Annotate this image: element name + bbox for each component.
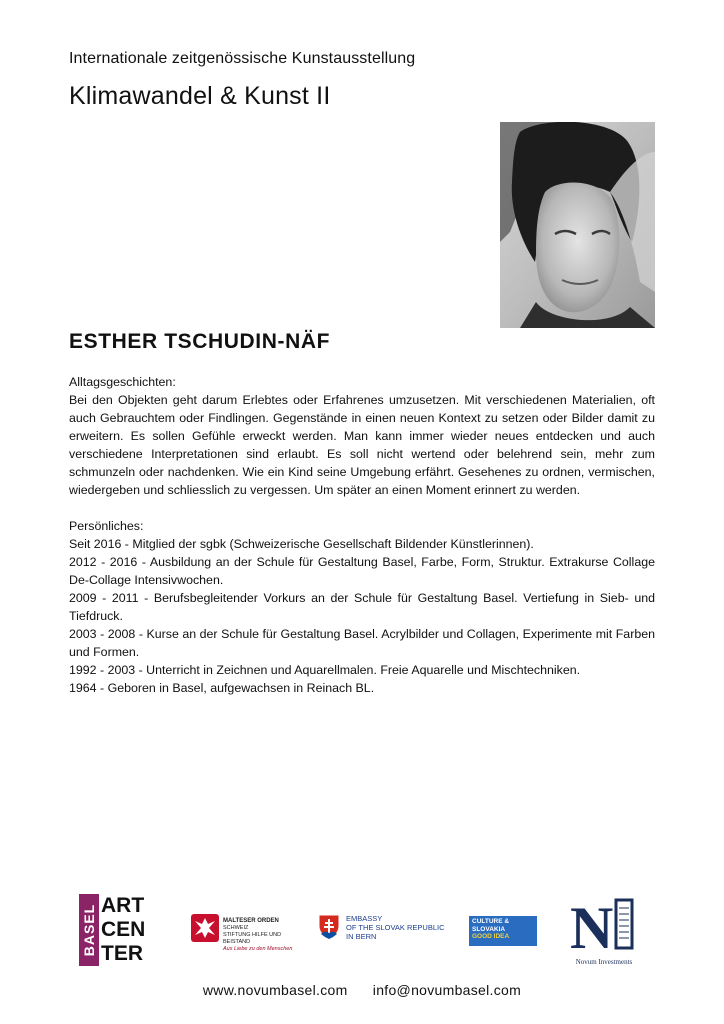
exhibition-subtitle: Internationale zeitgenössische Kunstausstellung (69, 50, 416, 67)
personal-entry: 2009 - 2011 - Berufsbegleitender Vorkurs an der Schule für Gestaltung Basel. Vertiefung in Sieb- und Tiefdruck. (69, 591, 655, 623)
exhibition-title: Klimawandel & Kunst II (69, 82, 331, 110)
maltese-cross-icon (191, 914, 219, 942)
personal-entry: 2003 - 2008 - Kurse an der Schule für Gestaltung Basel. Acrylbilder und Collagen, Experimente mit Farben und Formen. (69, 627, 655, 659)
artist-portrait (500, 122, 655, 328)
portrait-photo-icon (500, 122, 655, 328)
malteser-line2: SCHWEIZ (223, 925, 249, 931)
culture-line2: SLOVAKIA (472, 925, 506, 933)
novum-investments-logo (568, 894, 640, 970)
artist-name: ESTHER TSCHUDIN-NÄF (69, 330, 331, 353)
basel-bar (79, 894, 99, 966)
malteser-orden-logo (191, 908, 301, 950)
personal-heading: Persönliches: (69, 519, 144, 533)
svg-text:N: N (570, 895, 614, 956)
slovak-embassy-logo (318, 912, 468, 950)
culture-line3: GOOD IDEA (472, 933, 510, 940)
novum-caption: Novum Investments (575, 958, 633, 966)
personal-entry: 1992 - 2003 - Unterricht in Zeichnen und Aquarellmalen. Freie Aquarelle und Mischtechniken. (69, 663, 581, 677)
statement-heading: Alltagsgeschichten: (69, 375, 176, 389)
malteser-line4: Aus Liebe zu den Menschen (223, 946, 293, 952)
website-link[interactable]: www.novumbasel.com (202, 982, 348, 998)
sponsor-logos (0, 890, 724, 970)
slovak-shield-icon (318, 914, 340, 940)
basel-vertical-text: BASEL (81, 903, 97, 957)
statement-text: Bei den Objekten geht darum Erlebtes oder Erfahrenes umzusetzen. Mit verschiedenen Materialien, oft auch Gebrauchtem oder Findlingen. Gegenstände in einen neuen Kontext zu setzen oder Bilder damit zu erweitern. Es sollen Gefühle erweckt werden. Man kann immer wieder neues entdecken und auch verschiedene Interpretationen sind erlaubt. Es soll nicht wertend oder belehrend sein, mehr zum schmunzeln oder nachdenken. Wie ein Kind seine Umgebung erfährt. Gesehenes zu ordnen, vermischen, wiedergeben und schliesslich zu vergessen. Um später an einen Moment erinnert zu werden. (69, 393, 655, 497)
novum-n-icon (568, 894, 640, 956)
embassy-line3: IN BERN (346, 932, 377, 941)
personal-entry: 1964 - Geboren in Basel, aufgewachsen in Reinach BL. (69, 681, 375, 695)
personal-entry: 2012 - 2016 - Ausbildung an der Schule für Gestaltung Basel, Farbe, Form, Struktur. Extrakurse Collage De-Collage Intensivwochen. (69, 555, 655, 587)
artist-text (69, 373, 655, 697)
ter-row: TER (101, 942, 143, 965)
personal-entry: Seit 2016 - Mitglied der sgbk (Schweizerische Gesellschaft Bildender Künstlerinnen). (69, 537, 534, 551)
embassy-line2: OF THE SLOVAK REPUBLIC (346, 923, 445, 932)
basel-art-center-logo (79, 894, 167, 966)
cen-row: CEN (101, 918, 146, 941)
culture-line1: CULTURE & (472, 918, 510, 925)
malteser-line1: MALTESER ORDEN (223, 918, 279, 924)
embassy-line1: EMBASSY (346, 914, 383, 923)
culture-slovakia-logo (469, 916, 537, 946)
art-center-wordmark (101, 894, 167, 966)
email-link[interactable]: info@novumbasel.com (372, 982, 522, 998)
malteser-line3: STIFTUNG HILFE UND BEISTAND (223, 932, 282, 945)
footer-contact (0, 982, 724, 998)
art-row: ART (101, 894, 145, 917)
